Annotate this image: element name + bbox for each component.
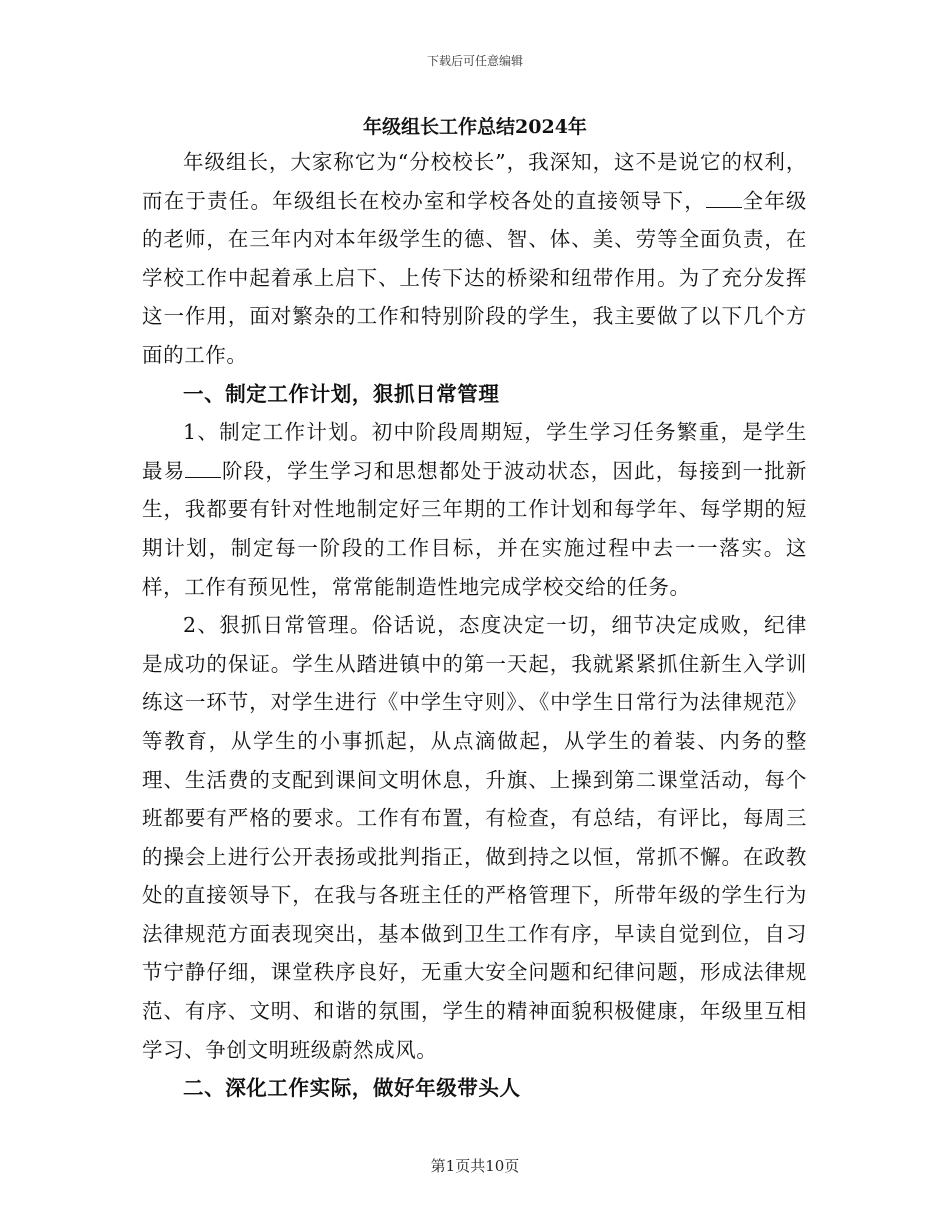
paragraph-work-plan-part-1: 1、制定工作计划。初中阶段周期短，学生学习任务繁重，是学生最易 (142, 420, 807, 483)
header-note: 下载后可任意编辑 (426, 54, 523, 68)
section-heading-1: 一、制定工作计划，狠抓日常管理 (183, 381, 500, 406)
fill-blank (185, 459, 221, 478)
fill-blank (706, 189, 742, 208)
document-title: 年级组长工作总结2024年 (363, 116, 587, 138)
paragraph-intro-part-1: 年级组长，大家称它为“分校校长”，我深知，这不是说它的权利，而在于责任。年级组长在校办室和学校各处的直接领导下， (142, 150, 807, 213)
document-body (142, 143, 807, 1108)
paragraph-intro-part-2: 全年级的老师，在三年内对本年级学生的德、智、体、美、劳等全面负责，在学校工作中起着承上启下、上传下达的桥梁和纽带作用。为了充分发挥这一作用，面对繁杂的工作和特别阶段的学生，我主要做了以下几个方面的工作。 (142, 188, 807, 367)
paragraph-work-plan-part-2: 阶段，学生学习和思想都处于波动状态，因此，每接到一批新生，我都要有针对性地制定好三年期的工作计划和每学年、每学期的短期计划，制定每一阶段的工作目标，并在实施过程中去一一落实。这样，工作有预见性，常常能制造性地完成学校交给的任务。 (142, 458, 808, 599)
page-number: 第1页共10页 (430, 1157, 520, 1175)
paragraph-daily-management: 2、狠抓日常管理。俗话说，态度决定一切，细节决定成败，纪律是成功的保证。学生从踏进镇中的第一天起，我就紧紧抓住新生入学训练这一环节，对学生进行《中学生守则》、《中学生日常行为法律规范》等教育，从学生的小事抓起，从点滴做起，从学生的着装、内务的整理、生活费的支配到课间文明休息，升旗、上操到第二课堂活动，每个班都要有严格的要求。工作有布置，有检查，有总结，有评比，每周三的操会上进行公开表扬或批判指正，做到持之以恒，常抓不懈。在政教处的直接领导下，在我与各班主任的严格管理下，所带年级的学生行为法律规范方面表现突出，基本做到卫生工作有序，早读自觉到位，自习节宁静仔细，课堂秩序良好，无重大安全问题和纪律问题，形成法律规范、有序、文明、和谐的氛围，学生的精神面貌积极健康，年级里互相学习、争创文明班级蔚然成风。 (142, 613, 807, 1062)
paragraph-work-plan (142, 413, 807, 606)
section-heading-2: 二、深化工作实际，做好年级带头人 (183, 1076, 521, 1101)
paragraph-intro (142, 143, 807, 375)
